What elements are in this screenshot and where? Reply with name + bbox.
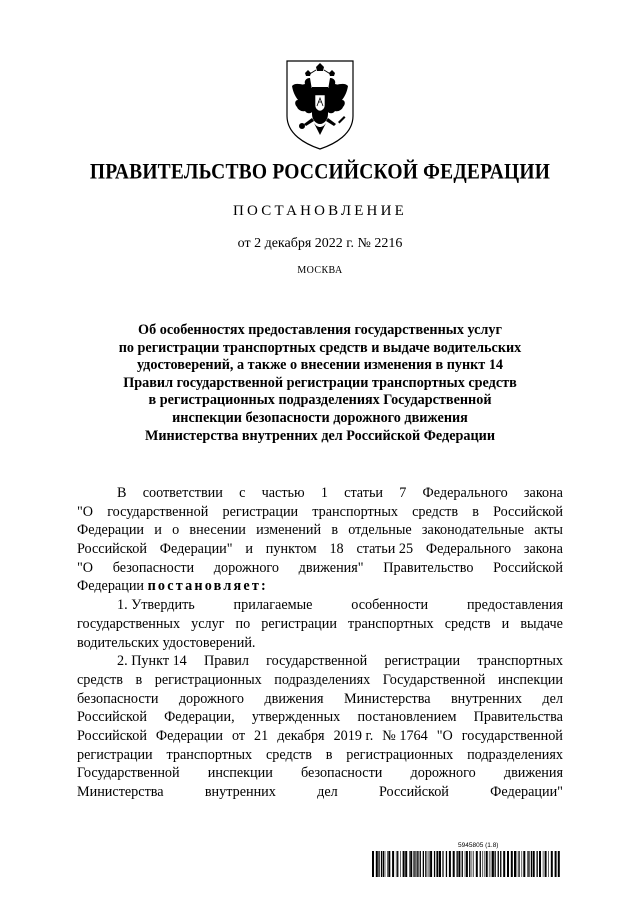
word: государственной	[461, 727, 563, 744]
word: движения"	[298, 559, 364, 576]
word: "О	[77, 559, 94, 576]
word: дел	[317, 784, 338, 800]
document-type: ПОСТАНОВЛЕНИЕ	[233, 203, 407, 219]
word: регистрации	[384, 653, 461, 670]
word: государственных	[77, 615, 181, 632]
word: дорожного	[213, 559, 279, 576]
date-and-number: от 2 декабря 2022 г. № 2216	[237, 236, 403, 251]
word: от	[231, 727, 246, 744]
word: и	[154, 522, 162, 539]
word: безопасности	[300, 765, 383, 782]
body-line	[77, 708, 563, 727]
word: в	[331, 522, 339, 539]
body-line	[77, 521, 563, 540]
word: декабря	[277, 727, 325, 744]
word: о	[172, 522, 180, 539]
body-line	[77, 596, 563, 615]
word: с	[239, 485, 246, 501]
government-title: ПРАВИТЕЛЬСТВО РОССИЙСКОЙ ФЕДЕРАЦИИ	[89, 160, 551, 185]
word: закона	[523, 541, 563, 558]
word: дел	[542, 690, 563, 707]
word: В	[117, 485, 127, 501]
word: Министерства	[77, 784, 164, 800]
word: 21	[254, 727, 269, 744]
word: государственной	[107, 503, 209, 520]
body-line	[77, 764, 563, 783]
word: безопасности	[112, 559, 195, 576]
document-code: 5945805 (1.8)	[458, 842, 499, 849]
body-line	[77, 540, 563, 559]
heading-line: удостоверений, а также о внесении изменения в пункт 14	[136, 357, 504, 374]
word: "О	[77, 503, 94, 520]
word: и	[501, 615, 510, 632]
body-line	[77, 559, 563, 578]
word: Российской	[77, 709, 147, 726]
word: частью	[261, 485, 305, 501]
word: прилагаемые	[233, 597, 313, 614]
word: Федерального	[425, 541, 512, 558]
word: статьи 25	[356, 541, 414, 558]
heading-line: инспекции безопасности дорожного движения	[172, 409, 468, 426]
word: Правил	[203, 653, 249, 670]
word: 2. Пункт 14	[117, 653, 187, 670]
word: 2019 г.	[333, 727, 374, 744]
word: внутренних	[204, 784, 276, 800]
word: регистрации	[261, 615, 337, 632]
word: постановлением	[357, 709, 457, 726]
word: дорожного	[178, 690, 245, 707]
body-line: водительских удостоверений.	[77, 634, 256, 651]
word: в	[325, 746, 333, 763]
word: регистрации	[222, 503, 299, 520]
word: Федерации"	[159, 541, 233, 558]
word: дорожного	[410, 765, 476, 782]
word: 7	[399, 485, 407, 501]
word: Российской	[77, 727, 147, 744]
body-text: Федерации	[77, 578, 148, 595]
word: Государственной	[382, 671, 486, 688]
word: в	[472, 503, 479, 520]
word: Министерства	[343, 690, 431, 707]
word: Государственной	[77, 765, 180, 782]
body-line	[77, 652, 563, 671]
word: регистрационных	[346, 746, 454, 763]
word: особенности	[351, 597, 429, 614]
body-line	[77, 783, 563, 802]
city: МОСКВА	[297, 265, 343, 276]
word: Российской	[77, 541, 147, 558]
word: и	[245, 541, 253, 558]
word: Российской	[493, 559, 563, 576]
word: Правительства	[473, 709, 563, 726]
word: Российской	[378, 784, 449, 800]
document-body	[77, 484, 563, 802]
word: средств	[412, 503, 459, 520]
word: Федерального	[422, 485, 508, 501]
word: Российской	[493, 503, 563, 520]
body-line	[77, 615, 563, 634]
word: в	[135, 671, 143, 688]
word: государственной	[266, 653, 368, 670]
word: выдаче	[520, 615, 563, 632]
word: подразделениях	[274, 671, 371, 688]
word: средств	[265, 746, 312, 763]
document-heading	[60, 322, 580, 445]
word: транспортных	[347, 615, 434, 632]
word: подразделениях	[467, 746, 563, 763]
word: изменений	[256, 522, 322, 539]
word: утвержденных	[251, 709, 341, 726]
word: пунктом	[265, 541, 317, 558]
heading-line: по регистрации транспортных средств и выдаче водительских	[118, 339, 522, 356]
heading-line: Правил государственной регистрации транспортных средств	[123, 374, 517, 391]
heading-line: Об особенностях предоставления государственных услуг	[138, 322, 502, 338]
body-line	[77, 671, 563, 690]
word: инспекции	[497, 671, 563, 688]
body-line	[77, 484, 563, 503]
heading-line: Министерства внутренних дел Российской Федерации	[144, 427, 496, 444]
word: Федерации	[155, 727, 223, 744]
word: Федерации,	[164, 709, 235, 726]
body-line	[77, 746, 563, 765]
word: инспекции	[207, 765, 273, 782]
word: внесении	[189, 522, 246, 539]
word: статьи	[344, 485, 384, 501]
coat-of-arms-icon	[283, 58, 357, 152]
word: движения	[264, 690, 324, 707]
word: Федерации	[77, 522, 145, 539]
word: по	[235, 615, 251, 632]
word: внутренних	[450, 690, 522, 707]
body-line	[77, 727, 563, 746]
word: средств	[77, 671, 123, 688]
word: услуг	[191, 615, 225, 632]
body-line	[77, 577, 563, 596]
body-line	[77, 503, 563, 522]
word: акты	[534, 522, 563, 539]
word: законодательные	[421, 522, 524, 539]
word: "О	[436, 727, 453, 744]
word: соответствии	[142, 485, 223, 501]
word: закона	[523, 485, 563, 501]
word: регистрационных	[154, 671, 262, 688]
word: 1	[320, 485, 328, 501]
barcode-icon	[372, 851, 562, 877]
word: транспортных	[477, 653, 563, 670]
word: 18	[329, 541, 344, 558]
word: транспортных	[312, 503, 398, 520]
decree-keyword: постановляет:	[147, 578, 268, 595]
body-line	[77, 690, 563, 709]
word: транспортных	[166, 746, 253, 763]
word: предоставления	[466, 597, 563, 614]
word: Федерации"	[490, 784, 563, 800]
word: 1. Утвердить	[117, 597, 195, 614]
word: регистрации	[77, 746, 153, 763]
word: отдельные	[348, 522, 412, 539]
word: № 1764	[382, 727, 428, 744]
word: движения	[503, 765, 563, 782]
heading-line: в регистрационных подразделениях Государственной	[148, 392, 492, 409]
word: Правительство	[383, 559, 474, 576]
word: средств	[444, 615, 491, 632]
word: безопасности	[77, 690, 159, 707]
